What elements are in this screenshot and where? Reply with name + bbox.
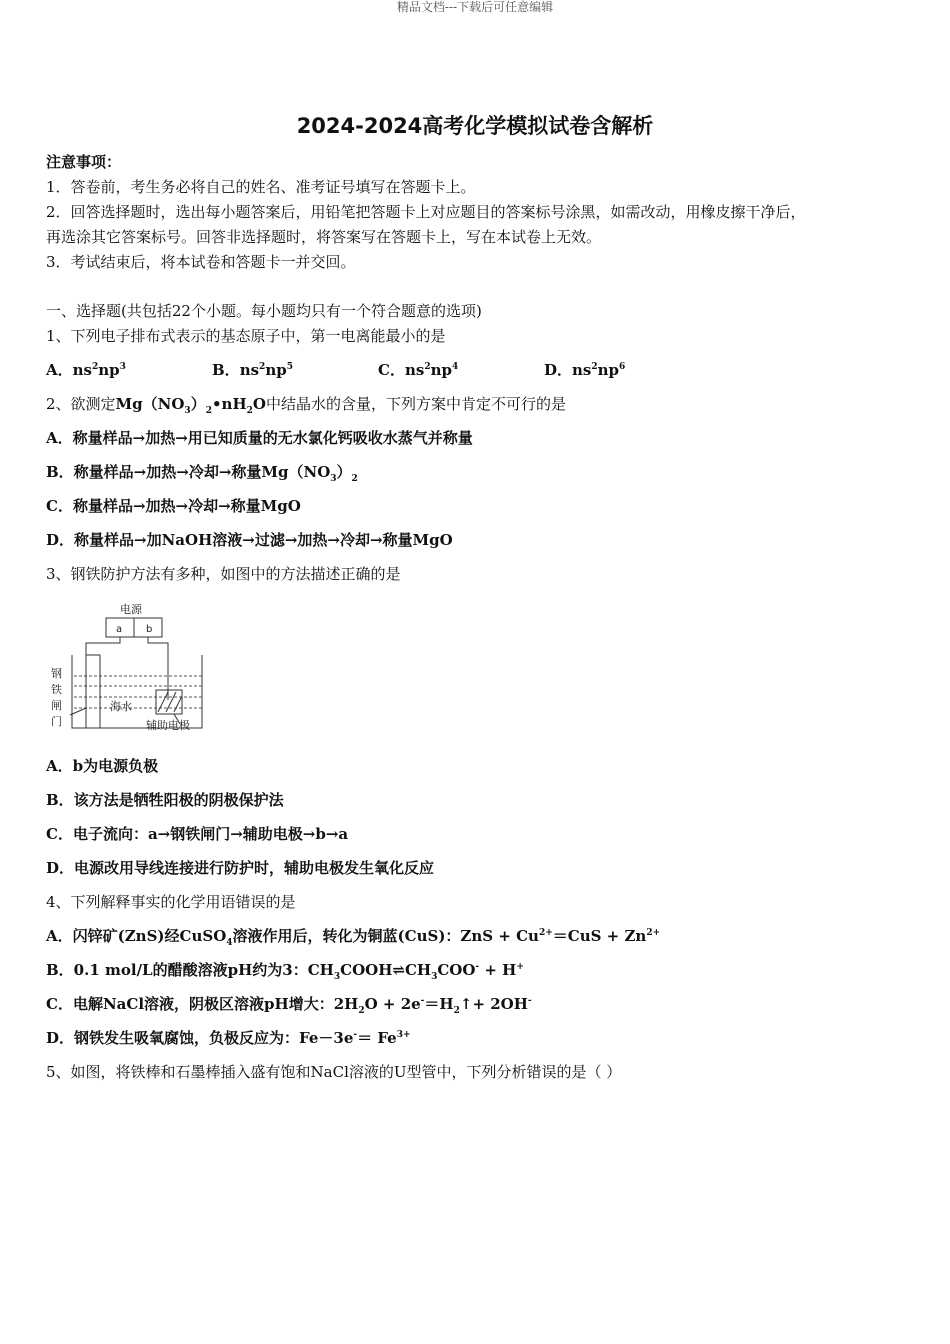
question-1-option-c: C．$ns^2np^4$ (378, 361, 459, 379)
question-4-option-b: B．0.1 mol/L的醋酸溶液pH约为3：$CH_3COOH\rightleftharpoons CH_3COO^- + H^+$ (46, 961, 524, 982)
notice-item-1: 1．答卷前，考生务必将自己的姓名、准考证号填写在答题卡上。 (46, 178, 476, 196)
question-5-stem: 5、如图，将铁棒和石墨棒插入盛有饱和NaCl溶液的U型管中，下列分析错误的是（ ） (46, 1063, 622, 1081)
steel-gate-protection-diagram (48, 600, 208, 735)
question-2-option-d: D．称量样品→加NaOH溶液→过滤→加热→冷却→称量MgO (46, 531, 453, 549)
question-4-option-a: A．闪锌矿(ZnS)经CuSO$_4$溶液作用后，转化为铜蓝(CuS)：ZnS + $Cu^{2+}=CuS + Zn^{2+}$ (46, 927, 661, 948)
notice-heading: 注意事项： (46, 153, 122, 171)
terminal-a-label: a (116, 624, 123, 635)
question-2-option-c: C．称量样品→加热→冷却→称量MgO (46, 497, 301, 515)
auxiliary-electrode (156, 690, 182, 714)
question-3-stem: 3、钢铁防护方法有多种，如图中的方法描述正确的是 (46, 565, 401, 583)
question-1-option-a: A．$ns^2np^3$ (46, 361, 126, 379)
question-1-option-b: B．$ns^2np^5$ (212, 361, 293, 379)
notice-item-3: 3．考试结束后，将本试卷和答题卡一并交回。 (46, 253, 356, 271)
gate-label-1: 钢 (51, 667, 62, 680)
gate-label-3: 闸 (51, 699, 62, 712)
question-3-option-a: A．b为电源负极 (46, 757, 159, 775)
gate-label-2: 铁 (51, 683, 62, 696)
steel-gate (86, 655, 100, 728)
question-3-option-b: B．该方法是牺牲阳极的阴极保护法 (46, 791, 284, 809)
question-2-option-a: A．称量样品→加热→用已知质量的无水氯化钙吸收水蒸气并称量 (46, 429, 473, 447)
question-4-stem: 4、下列解释事实的化学用语错误的是 (46, 893, 296, 911)
document-title: 2024-2024高考化学模拟试卷含解析 (296, 114, 654, 138)
question-2-stem: 2、欲测定$Mg(NO_3)_2•nH_2O$中结晶水的含量，下列方案中肯定不可行的是 (46, 395, 566, 416)
section-heading: 一、选择题(共包括22个小题。每小题均只有一个符合题意的选项) (46, 302, 482, 320)
question-1-stem: 1、下列电子排布式表示的基态原子中，第一电离能最小的是 (46, 327, 446, 345)
question-1-options (46, 360, 710, 380)
question-3-option-d: D．电源改用导线连接进行防护时，辅助电极发生氧化反应 (46, 859, 435, 877)
question-3-option-c: C．电子流向：a→钢铁闸门→辅助电极→b→a (46, 825, 349, 843)
notice-item-2: 2．回答选择题时，选出每小题答案后，用铅笔把答题卡上对应题目的答案标号涂黑，如需改动，用橡皮擦干净后， (46, 203, 806, 221)
question-4-option-d: D．钢铁发生吸氧腐蚀，负极反应为：$Fe-3e^-= Fe^{3+}$ (46, 1029, 411, 1047)
auxiliary-electrode-label: 辅助电极 (146, 719, 190, 732)
question-2-option-b: B．称量样品→加热→冷却→称量$Mg(NO_3)_2$ (46, 463, 358, 484)
seawater-label: 海水 (110, 700, 132, 713)
page-header-note: 精品文档---下载后可任意编辑 (396, 0, 554, 14)
question-1-option-d: D．$ns^2np^6$ (544, 361, 626, 379)
equilibrium-arrow-icon: ⇌ (392, 961, 405, 979)
gate-label-4: 门 (51, 715, 62, 728)
power-source-label: 电源 (120, 603, 142, 616)
question-4-option-c: C．电解NaCl溶液，阴极区溶液pH增大：$2H_2O$ + $2e^-=H_2↑+ 2OH^-$ (46, 995, 532, 1016)
notice-item-2-continued: 再选涂其它答案标号。回答非选择题时，将答案写在答题卡上，写在本试卷上无效。 (46, 228, 602, 246)
terminal-b-label: b (146, 624, 153, 635)
